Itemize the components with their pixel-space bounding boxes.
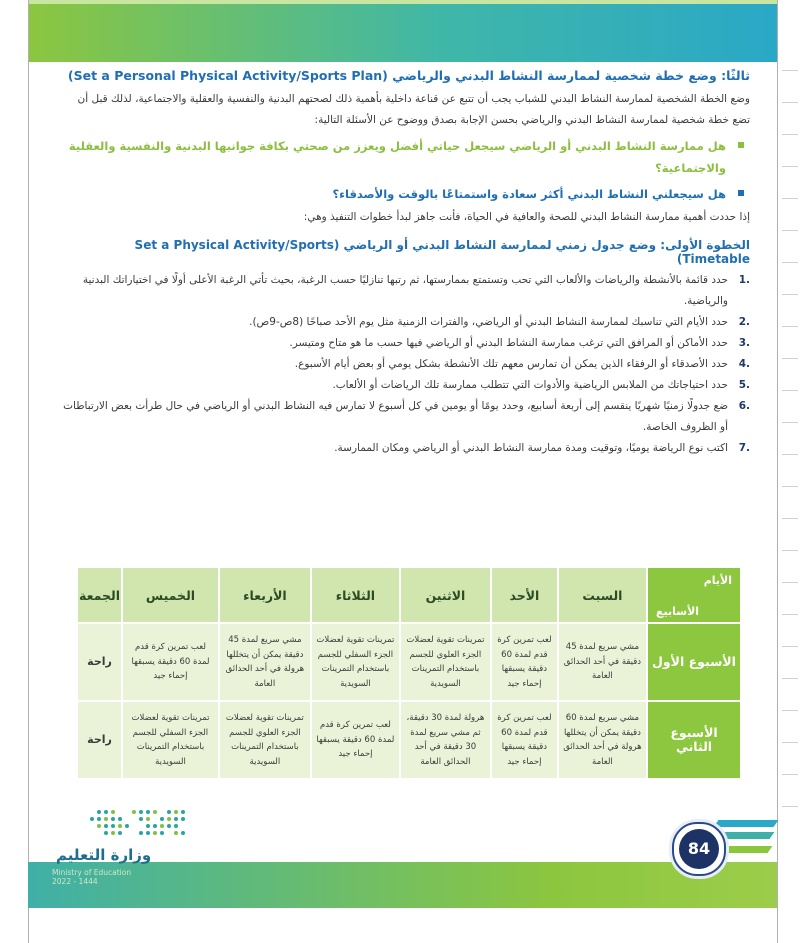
logo-dot: [139, 810, 143, 814]
logo-dot: [90, 817, 94, 821]
logo-dot: [160, 817, 164, 821]
table-cell: لعب تمرين كرة قدم لمدة 60 دقيقة يسبقها إحماء جيد: [312, 702, 399, 778]
logo-dot: [118, 817, 122, 821]
ruler-tick: [782, 550, 798, 551]
ruler-tick: [782, 742, 798, 743]
logo-dot: [160, 831, 164, 835]
logo-dot: [104, 831, 108, 835]
logo-dot: [181, 831, 185, 835]
table-cell: راحة: [78, 624, 121, 700]
ruler-tick: [782, 390, 798, 391]
logo-dot: [160, 824, 164, 828]
ruler-tick: [782, 294, 798, 295]
logo-dot: [111, 810, 115, 814]
logo-dot: [167, 810, 171, 814]
logo-dot: [174, 810, 178, 814]
logo-dot: [118, 824, 122, 828]
logo-dot: [111, 824, 115, 828]
ruler-tick: [782, 262, 798, 263]
section-title: ثالثًا: وضع خطة شخصية لممارسة النشاط البدني والرياضي (Set a Personal Physical Activity/Sports Plan): [67, 68, 750, 83]
table-cell: تمرينات تقوية لعضلات الجزء السفلي للجسم باستخدام التمرينات السويدية: [312, 624, 399, 700]
logo-dot: [97, 817, 101, 821]
ruler-tick: [782, 358, 798, 359]
logo-dot: [174, 824, 178, 828]
ready-paragraph: إذا حددت أهمية ممارسة النشاط البدني للصحة والعافية في الحياة، فأنت جاهز لبدأ خطوات التنفيذ وهي:: [303, 211, 750, 223]
week-label: الأسبوع الأول: [648, 624, 740, 700]
day-header: الجمعة: [78, 568, 121, 622]
day-header: الخميس: [123, 568, 218, 622]
logo-dot: [97, 810, 101, 814]
logo-dot: [139, 817, 143, 821]
logo-dot: [174, 817, 178, 821]
logo-dot: [104, 810, 108, 814]
day-header: الثلاثاء: [312, 568, 399, 622]
ruler-tick: [782, 230, 798, 231]
step-item: .6 ضع جدولًا زمنيًا شهريًا ينقسم إلى أربعة أسابيع، وحدد يومًا أو يومين في كل أسبوع لا تمارس فيه النشاط البدني أو الرياضي في حال طرأت بعض الارتباطات أو الظروف الخاصة.: [63, 400, 750, 433]
ruler-tick: [782, 518, 798, 519]
table-cell: لعب تمرين كرة قدم لمدة 60 دقيقة يسبقها إحماء جيد: [492, 702, 557, 778]
logo-dot: [181, 817, 185, 821]
logo-dot: [139, 831, 143, 835]
step-item: .4 حدد الأصدقاء أو الرفقاء الذين يمكن أن تمارس معهم تلك الأنشطة بشكل يومي أو بعض أيام الأسبوع.: [294, 358, 750, 370]
logo-dot: [97, 824, 101, 828]
decor-swoosh-teal-icon: [720, 832, 775, 839]
question-bullet-2: هل سيجعلني النشاط البدني أكثر سعادة واستمتاعًا بالوقت والأصدقاء؟: [60, 183, 750, 205]
trim-line-left: [28, 0, 29, 943]
top-banner: [28, 0, 777, 62]
logo-dot: [153, 810, 157, 814]
steps-list: [60, 270, 750, 459]
logo-dot: [181, 810, 185, 814]
table-cell: تمرينات تقوية لعضلات الجزء السفلي للجسم باستخدام التمرينات السويدية: [123, 702, 218, 778]
table-cell: لعب تمرين كرة قدم لمدة 60 دقيقة يسبقها إحماء جيد: [123, 624, 218, 700]
ruler-tick: [782, 198, 798, 199]
logo-dot: [174, 831, 178, 835]
ruler-tick: [782, 486, 798, 487]
ruler-tick: [782, 422, 798, 423]
decor-swoosh-blue-icon: [714, 820, 779, 827]
logo-dot: [146, 810, 150, 814]
table-cell: مشي سريع لمدة 60 دقيقة يمكن أن يتخللها هرولة في أحد الحدائق العامة: [559, 702, 646, 778]
logo-dot: [146, 824, 150, 828]
logo-dot: [118, 831, 122, 835]
logo-dot: [104, 824, 108, 828]
day-header: الأحد: [492, 568, 557, 622]
step-item: .1 حدد قائمة بالأنشطة والرياضات والألعاب التي تحب وتستمتع بممارستها، ثم رتبها تنازليًا حسب الرغبة، بحيث تأتي الرغبة الأعلى أولًا في اختياراتك البدنية والرياضية.: [82, 274, 750, 307]
table-cell: تمرينات تقوية لعضلات الجزء العلوي للجسم باستخدام التمرينات السويدية: [220, 702, 310, 778]
bullet-square-icon: [738, 142, 744, 148]
ruler-tick: [782, 806, 798, 807]
ruler-tick: [782, 582, 798, 583]
ruler-tick: [782, 710, 798, 711]
ministry-dots-icon: [90, 810, 200, 840]
logo-dot: [153, 824, 157, 828]
intro-paragraph: وضع الخطة الشخصية لممارسة النشاط البدني للشباب يجب أن تتبع عن قناعة داخلية بأهمية ذلك لصحتهم البدنية والنفسية والعقلية والاجتماعية، لذلك قبل أن تضع خطة شخصية لممارسة النشاط البدني والرياضي بحسن الإجابة بصدق ووضوح عن الأسئلة التالية:: [77, 93, 750, 126]
ruler-tick: [782, 326, 798, 327]
table-row: [78, 702, 740, 778]
ruler-tick: [782, 166, 798, 167]
ruler-tick: [782, 678, 798, 679]
page-number-badge: [672, 822, 726, 876]
logo-dot: [111, 831, 115, 835]
ruler-tick: [782, 102, 798, 103]
logo-dot: [167, 817, 171, 821]
ruler-tick: [782, 646, 798, 647]
table-cell: مشي سريع لمدة 45 دقيقة يمكن أن يتخللها هرولة في أحد الحدائق العامة: [220, 624, 310, 700]
ruler-tick: [782, 134, 798, 135]
logo-dot: [153, 831, 157, 835]
weekly-schedule-table: [76, 566, 742, 780]
edition-text: Ministry of Education 2022 - 1444: [52, 868, 132, 886]
logo-dot: [125, 824, 129, 828]
week-label: الأسبوع الثاني: [648, 702, 740, 778]
logo-dot: [132, 810, 136, 814]
step-one-title: الخطوة الأولى: وضع جدول زمني لممارسة النشاط البدني أو الرياضي (Set a Physical Activity/Sports Timetable): [134, 238, 750, 266]
table-cell: راحة: [78, 702, 121, 778]
logo-dot: [146, 831, 150, 835]
day-header: السبت: [559, 568, 646, 622]
table-corner-header: الأيام الأسابيع: [648, 568, 740, 622]
logo-dot: [104, 817, 108, 821]
ministry-name: وزارة التعليم: [56, 846, 152, 864]
step-item: .7 اكتب نوع الرياضة يوميًا، وتوقيت ومدة ممارسة النشاط البدني أو الرياضي ومكان الممارسة.: [334, 442, 750, 454]
page-number: 84: [679, 829, 719, 869]
step-item: .2 حدد الأيام التي تناسبك لممارسة النشاط البدني أو الرياضي، والفترات الزمنية مثل يوم الأحد صباحًا (8ص-9ص).: [249, 316, 750, 328]
table-cell: لعب تمرين كرة قدم لمدة 60 دقيقة يسبقها إحماء جيد: [492, 624, 557, 700]
logo-dot: [111, 817, 115, 821]
table-row: [78, 624, 740, 700]
logo-dot: [146, 817, 150, 821]
table-cell: هرولة لمدة 30 دقيقة، ثم مشي سريع لمدة 30 دقيقة في أحد الحدائق العامة: [401, 702, 490, 778]
ruler-tick: [782, 454, 798, 455]
step-item: .3 حدد الأماكن أو المرافق التي ترغب ممارسة النشاط البدني أو الرياضي فيها حسب ما هو متاح ومتيسر.: [289, 337, 750, 349]
margin-ruler: [774, 70, 800, 850]
step-item: .5 حدد احتياجاتك من الملابس الرياضية والأدوات التي تتطلب ممارسة تلك الرياضات أو الألعاب.: [332, 379, 750, 391]
table-cell: تمرينات تقوية لعضلات الجزء العلوي للجسم باستخدام التمرينات السويدية: [401, 624, 490, 700]
bullet-square-icon: [738, 190, 744, 196]
ruler-tick: [782, 70, 798, 71]
logo-dot: [167, 824, 171, 828]
main-content: [60, 66, 750, 459]
ruler-tick: [782, 774, 798, 775]
table-cell: مشي سريع لمدة 45 دقيقة في أحد الحدائق العامة: [559, 624, 646, 700]
ruler-tick: [782, 614, 798, 615]
question-bullet-1: هل ممارسة النشاط البدني أو الرياضي سيجعل حياتي أفضل ويعزز من صحتي بكافة جوانبها البدنية والنفسية والعقلية والاجتماعية؟: [60, 135, 750, 179]
day-header: الاثنين: [401, 568, 490, 622]
day-header: الأربعاء: [220, 568, 310, 622]
